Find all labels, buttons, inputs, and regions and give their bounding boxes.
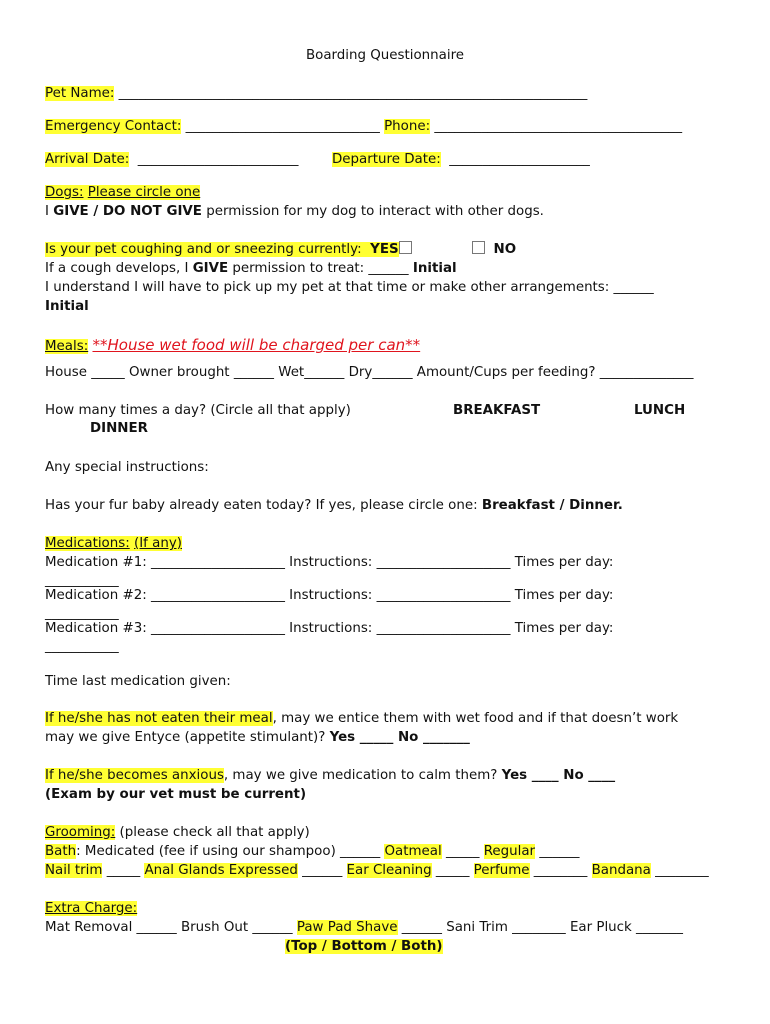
extra-charge-label: Extra Charge: <box>45 901 138 916</box>
top-bottom-both[interactable]: (Top / Bottom / Both) <box>285 939 443 954</box>
medication-blank-2[interactable]: ___________ <box>45 606 119 621</box>
medication-row-2: Medication #2: ____________________ Instructions: ____________________ Times per day: <box>45 588 614 603</box>
meals-note: **House wet food will be charged per can** <box>92 336 421 354</box>
medication-blank-3[interactable]: ___________ <box>45 639 119 654</box>
bath-row: Bath: Medicated (fee if using our shampoo) ______ Oatmeal _____ Regular ______ <box>45 844 580 859</box>
yes-checkbox[interactable] <box>399 241 412 254</box>
cough-no-label: NO <box>493 242 517 257</box>
lunch-option[interactable]: LUNCH <box>634 403 686 418</box>
special-instructions: Any special instructions: <box>45 460 209 475</box>
arrival-date-field[interactable]: ________________________ <box>129 152 299 167</box>
medication-row-3: Medication #3: ____________________ Instructions: ____________________ Times per day: <box>45 621 614 636</box>
entyce-question: may we give Entyce (appetite stimulant)? Yes _____ No _______ <box>45 730 470 745</box>
medications-heading: Medications: (If any) <box>45 536 182 551</box>
cough-question-label: Is your pet coughing and or sneezing currently: <box>45 242 362 257</box>
arrival-date-label: Arrival Date: <box>45 152 130 167</box>
no-checkbox[interactable] <box>472 241 485 254</box>
page-title: Boarding Questionnaire <box>305 48 465 63</box>
entyce-yes-no[interactable]: Yes _____ No _______ <box>329 730 470 745</box>
dogs-sub: Please circle one <box>87 185 201 200</box>
cough-no <box>472 240 516 259</box>
dogs-permission: I GIVE / DO NOT GIVE permission for my dog to interact with other dogs. <box>45 204 544 219</box>
anxious-question: If he/she becomes anxious, may we give medication to calm them? Yes ____ No ____ <box>45 768 616 783</box>
extra-heading <box>45 899 137 918</box>
initial-label: Initial <box>412 261 457 276</box>
pet-name-field[interactable]: ______________________________________________________________________ <box>114 86 588 101</box>
exam-note: (Exam by our vet must be current) <box>45 787 307 802</box>
phone-label: Phone: <box>384 119 431 134</box>
cough-question <box>45 240 412 259</box>
pet-name-label: Pet Name: <box>45 86 115 101</box>
departure-date-field[interactable]: _____________________ <box>440 152 590 167</box>
departure-date-label: Departure Date: <box>332 152 441 167</box>
meals-heading <box>45 336 420 356</box>
meals-line: House _____ Owner brought ______ Wet______ Dry______ Amount/Cups per feeding? ______________ <box>45 365 694 380</box>
medications-label: Medications: <box>45 536 130 551</box>
grooming-label: Grooming: <box>45 825 116 840</box>
medication-row-1: Medication #1: ____________________ Instructions: ____________________ Times per day: <box>45 555 614 570</box>
cough-understand: I understand I will have to pick up my pet at that time or make other arrangements: ______ <box>45 280 654 295</box>
paw-pad-option: Paw Pad Shave <box>296 920 398 935</box>
medication-blank-1[interactable]: ___________ <box>45 573 119 588</box>
emergency-contact-field[interactable]: _____________________________ <box>181 119 385 134</box>
emergency-row <box>45 117 682 136</box>
eaten-question: Has your fur baby already eaten today? If yes, please circle one: Breakfast / Dinner. <box>45 498 623 513</box>
anxious-yes-no[interactable]: Yes ____ No ____ <box>501 768 616 783</box>
breakfast-option[interactable]: BREAKFAST <box>453 403 541 418</box>
departure-row <box>332 150 590 169</box>
times-question: How many times a day? (Circle all that apply) <box>45 403 351 418</box>
regular-option: Regular <box>483 844 536 859</box>
arrival-row <box>45 150 298 169</box>
meals-label: Meals: <box>45 339 89 354</box>
oatmeal-option: Oatmeal <box>384 844 442 859</box>
extra-row: Mat Removal ______ Brush Out ______ Paw Pad Shave ______ Sani Trim ________ Ear Pluck _______ <box>45 920 683 935</box>
cough-treat: If a cough develops, I GIVE permission to treat: ______ Initial <box>45 261 457 276</box>
phone-field[interactable]: _____________________________________ <box>430 119 683 134</box>
emergency-contact-label: Emergency Contact: <box>45 119 182 134</box>
last-medication: Time last medication given: <box>45 674 231 689</box>
nail-row: Nail trim _____ Anal Glands Expressed ______ Ear Cleaning _____ Perfume ________ Bandana ________ <box>45 863 709 878</box>
pet-name-row <box>45 84 587 103</box>
dogs-label: Dogs: <box>45 185 84 200</box>
cough-yes-label: YES <box>370 242 399 257</box>
initial-label-2: Initial <box>45 299 89 314</box>
dinner-option[interactable]: DINNER <box>90 421 148 436</box>
dogs-heading <box>45 183 200 202</box>
grooming-heading: Grooming: (please check all that apply) <box>45 825 310 840</box>
entice-question: If he/she has not eaten their meal, may we entice them with wet food and if that doesn’t work <box>45 711 679 726</box>
give-choice[interactable]: GIVE / DO NOT GIVE <box>53 204 202 219</box>
eaten-options[interactable]: Breakfast / Dinner. <box>481 498 623 513</box>
